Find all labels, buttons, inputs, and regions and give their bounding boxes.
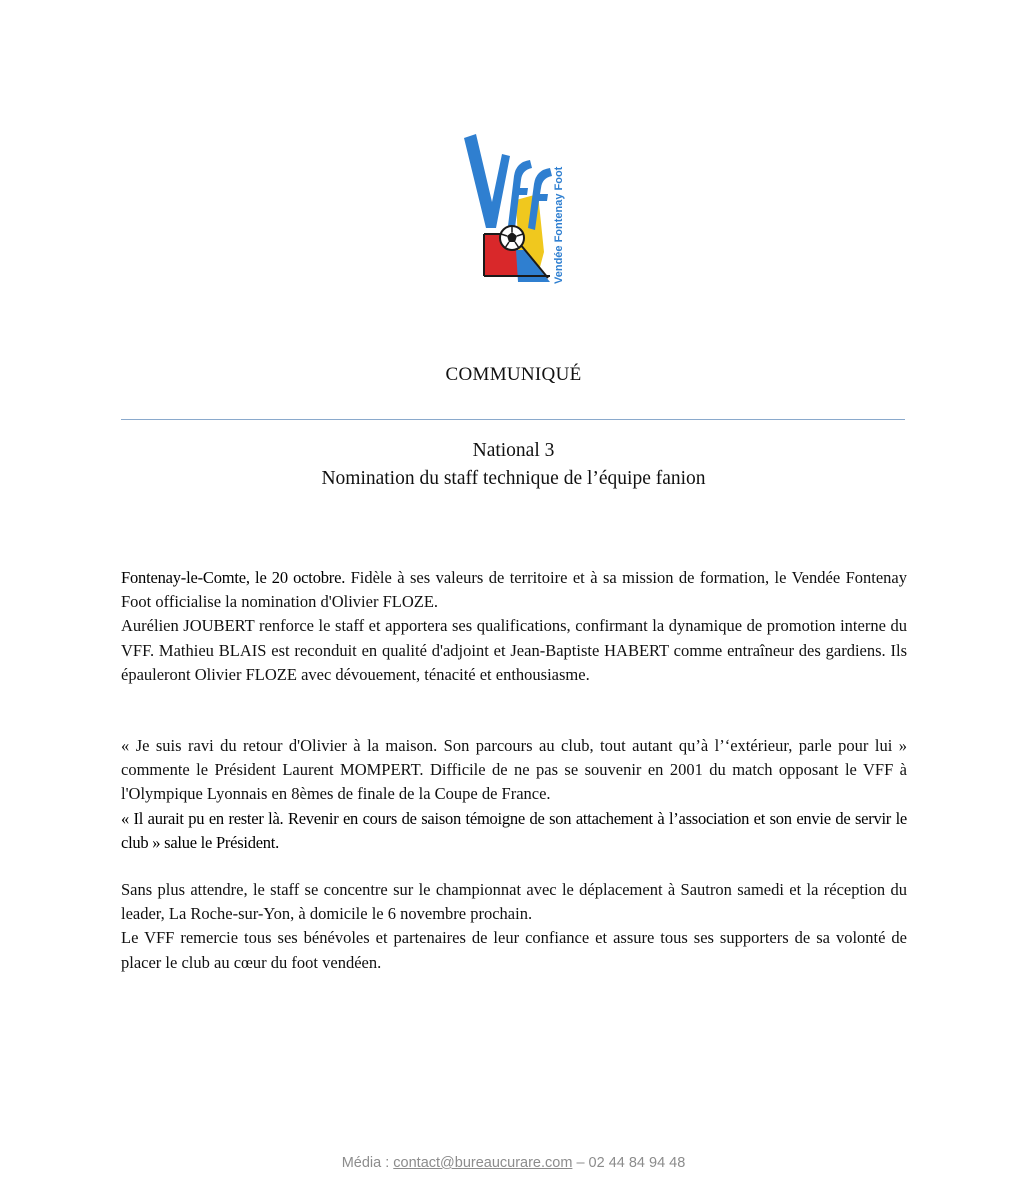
paragraph-quote: « Je suis ravi du retour d'Olivier à la maison. Son parcours au club, tout autant qu’à l’‘extérieur, parle pour lui » commente le Président Laurent MOMPERT. Difficile de ne pas se souvenir en 2001 du match opposant le VFF à l'Olympique Lyonnais en 8èmes de finale de la Coupe de France.	[121, 736, 907, 804]
paragraph-schedule: Sans plus attendre, le staff se concentre sur le championnat avec le déplacement à Sautron samedi et la réception du leader, La Roche-sur-Yon, à domicile le 6 novembre prochain.	[121, 880, 907, 924]
intro-text: Fidèle à ses valeurs de territoire et à sa mission de formation, le Vendée Fontenay Foot officialise la nomination d'Olivier FLOZE.	[121, 568, 907, 612]
subtitle-competition: National 3	[472, 440, 555, 461]
footer-contact	[0, 1155, 1027, 1171]
vff-logo	[458, 132, 582, 292]
footer-separator: –	[572, 1155, 589, 1171]
paragraph-staff: Aurélien JOUBERT renforce le staff et apportera ses qualifications, confirmant la dynamique de promotion interne du VFF. Mathieu BLAIS est reconduit en qualité d'adjoint et Jean-Baptiste HABERT comme entraîneur des gardiens. Ils épauleront Olivier FLOZE avec dévouement, ténacité et enthousiasme.	[121, 616, 907, 684]
paragraph-intro	[121, 566, 907, 614]
title-divider	[121, 419, 905, 420]
dateline: Fontenay-le-Comte, le 20 octobre.	[121, 568, 346, 587]
paragraph-thanks: Le VFF remercie tous ses bénévoles et partenaires de leur confiance et assure tous ses supporters de sa volonté de placer le club au cœur du foot vendéen.	[121, 928, 907, 972]
paragraph-quote-continued: « Il aurait pu en rester là. Revenir en cours de saison témoigne de son attachement à l’association et son envie de servir le club » salue le Président.	[121, 808, 907, 852]
section-closing	[121, 878, 907, 975]
subtitle-headline: Nomination du staff technique de l’équipe fanion	[321, 468, 706, 489]
logo-club-name: Vendée Fontenay Foot	[553, 166, 565, 284]
contact-phone: 02 44 84 94 48	[588, 1155, 686, 1171]
footer-label: Média :	[341, 1155, 394, 1171]
section-president-quote	[121, 734, 907, 855]
section-announcement	[121, 566, 907, 687]
document-title: COMMUNIQUÉ	[445, 364, 582, 385]
contact-email-link[interactable]: contact@bureaucurare.com	[393, 1155, 573, 1171]
